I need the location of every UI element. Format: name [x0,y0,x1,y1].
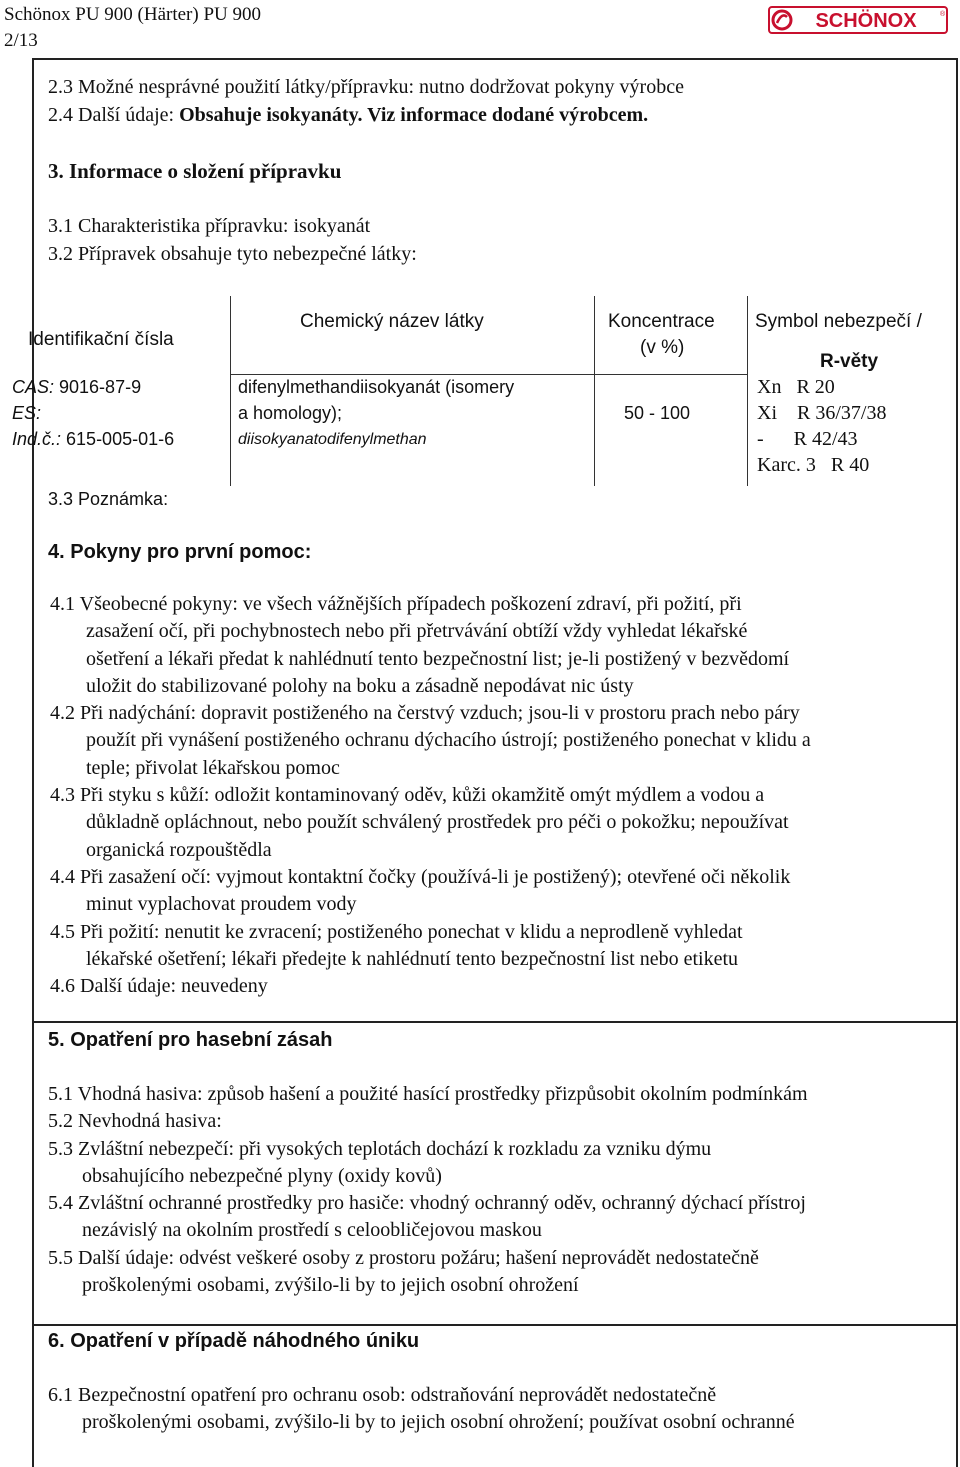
substance-synonym: diisokyanatodifenylmethan [238,431,427,448]
list-item-continuation: použít při vynášení postiženého ochranu dýchacího ústrojí; postiženého ponechat v klidu a [86,729,811,752]
document-header [4,2,261,54]
col-header-ids: Identifikační čísla [28,329,174,350]
list-item-continuation: uložit do stabilizované polohy na boku a zásadně nepodávat nic ústy [86,674,634,697]
list-item-continuation: ošetření a lékaři předat k nahlédnutí tento bezpečnostní list; je-li postižený v bezvědomí [86,647,790,670]
accidental-release-items [48,1382,795,1437]
line-3-3-note: 3.3 Poznámka: [48,489,169,509]
section-3-heading: 3. Informace o složení přípravku [48,159,342,183]
line-2-3: 2.3 Možné nesprávné použití látky/přípravku: nutno dodržovat pokyny výrobce [48,76,684,98]
section-4-box [32,537,958,1022]
line-3-1: 3.1 Charakteristika přípravku: isokyanát [48,215,371,237]
accidental-release-list [48,1382,795,1437]
col-header-concentration: Koncentrace [608,311,715,332]
list-item: 5.5 Další údaje: odvést veškeré osoby z prostoru požáru; hašení neprovádět nedostatečně [48,1246,759,1269]
page-number: 2/13 [4,30,38,51]
list-item: 4.3 Při styku s kůží: odložit kontaminovaný oděv, kůži okamžitě omýt mýdlem a vodou a [50,784,765,807]
list-item-continuation: lékařské ošetření; lékaři předejte k nahlédnutí tento bezpečnostní list nebo etiketu [86,947,739,970]
firefighting-items [48,1081,808,1299]
index-number: Ind.č.: 615-005-01-6 [12,429,175,449]
schonox-logo [768,6,948,34]
col-header-name: Chemický název látky [300,311,484,332]
isocyanate-warning: Obsahuje isokyanáty. Viz informace dodané výrobcem. [179,104,649,126]
es-number: ES: [12,403,42,423]
logo-text: SCHÖNOX [815,10,917,32]
first-aid-list [50,591,811,1000]
list-item: 4.6 Další údaje: neuvedeny [50,975,268,998]
substance-table [2,296,960,486]
firefighting-list [48,1081,808,1299]
hazard-symbol-line: Xn R 20 [757,376,835,398]
list-item-continuation: proškolenými osobami, zvýšilo-li by to jejich osobní ohrožení; používat osobní ochranné [82,1411,795,1434]
list-item-continuation: organická rozpouštědla [86,838,272,861]
col-header-r-phrases: R-věty [820,351,879,372]
table-divider [594,296,595,486]
list-item: 4.1 Všeobecné pokyny: ve všech vážnějších případech poškození zdraví, při požití, při [50,593,742,615]
table-divider [747,296,748,486]
list-item-continuation: minut vyplachovat proudem vody [86,893,357,916]
section-6-box [32,1324,958,1467]
list-item: 6.1 Bezpečnostní opatření pro ochranu osob: odstraňování neprovádět nedostatečně [48,1384,717,1406]
substance-name-line: difenylmethandiisokyanát (isomery [238,377,515,397]
list-item-continuation: proškolenými osobami, zvýšilo-li by to jejich osobní ohrožení [82,1274,579,1297]
list-item-continuation: teple; přivolat lékařskou pomoc [86,756,340,779]
section-2-3-box [12,58,958,540]
list-item: 5.3 Zvláštní nebezpečí: při vysokých teplotách dochází k rozkladu za vzniku dýmu [48,1137,712,1160]
list-item: 5.1 Vhodná hasiva: způsob hašení a použité hasící prostředky přizpůsobit okolním podmínkám [48,1083,808,1105]
substance-name-line: a homology); [238,403,343,423]
list-item: 4.4 Při zasažení očí: vyjmout kontaktní čočky (používá-li je postižený); otevřené oči několik [50,865,791,888]
list-item: 5.2 Nevhodná hasiva: [48,1110,222,1133]
line-3-2: 3.2 Přípravek obsahuje tyto nebezpečné látky: [48,243,417,265]
list-item: 4.5 Při požití: nenutit ke zvracení; postiženého ponechat v klidu a neprodleně vyhledat [50,920,743,943]
concentration-value: 50 - 100 [624,403,691,423]
list-item-continuation: obsahujícího nebezpečné plyny (oxidy kovů) [82,1164,442,1187]
hazard-symbol-line: Karc. 3 R 40 [757,454,870,476]
section-5-heading: 5. Opatření pro hasební zásah [48,1029,333,1051]
col-header-concentration-unit: (v %) [640,337,685,358]
document-title: Schönox PU 900 (Härter) PU 900 [4,4,262,25]
svg-text:®: ® [940,11,946,18]
list-item-continuation: důkladně opláchnout, nebo použít schválený prostředek pro péči o pokožku; nepoužívat [86,811,789,834]
list-item: 5.4 Zvláštní ochranné prostředky pro hasiče: vhodný ochranný oděv, ochranný dýchací přístroj [48,1192,806,1215]
line-2-4: 2.4 Další údaje: Obsahuje isokyanáty. Viz informace dodané výrobcem. [48,104,649,126]
list-item-continuation: nezávislý na okolním prostředí s celoobličejovou maskou [82,1219,542,1242]
hazard-symbol-line: - R 42/43 [757,428,858,450]
section-6-heading: 6. Opatření v případě náhodného úniku [48,1330,420,1352]
list-item-continuation: zasažení očí, při pochybnostech nebo při přetrvávání obtíží vždy vyhledat lékařské [86,620,748,643]
table-divider [230,296,231,486]
hazard-symbol-line: Xi R 36/37/38 [757,402,887,424]
section-4-heading: 4. Pokyny pro první pomoc: [48,541,312,563]
list-item: 4.2 Při nadýchání: dopravit postiženého na čerstvý vzduch; jsou-li v prostoru prach nebo páry [50,702,800,725]
col-header-symbol: Symbol nebezpečí / [755,311,922,332]
section-5-box [32,1021,958,1326]
first-aid-items [50,591,811,1000]
cas-number: CAS: 9016-87-9 [12,377,142,397]
